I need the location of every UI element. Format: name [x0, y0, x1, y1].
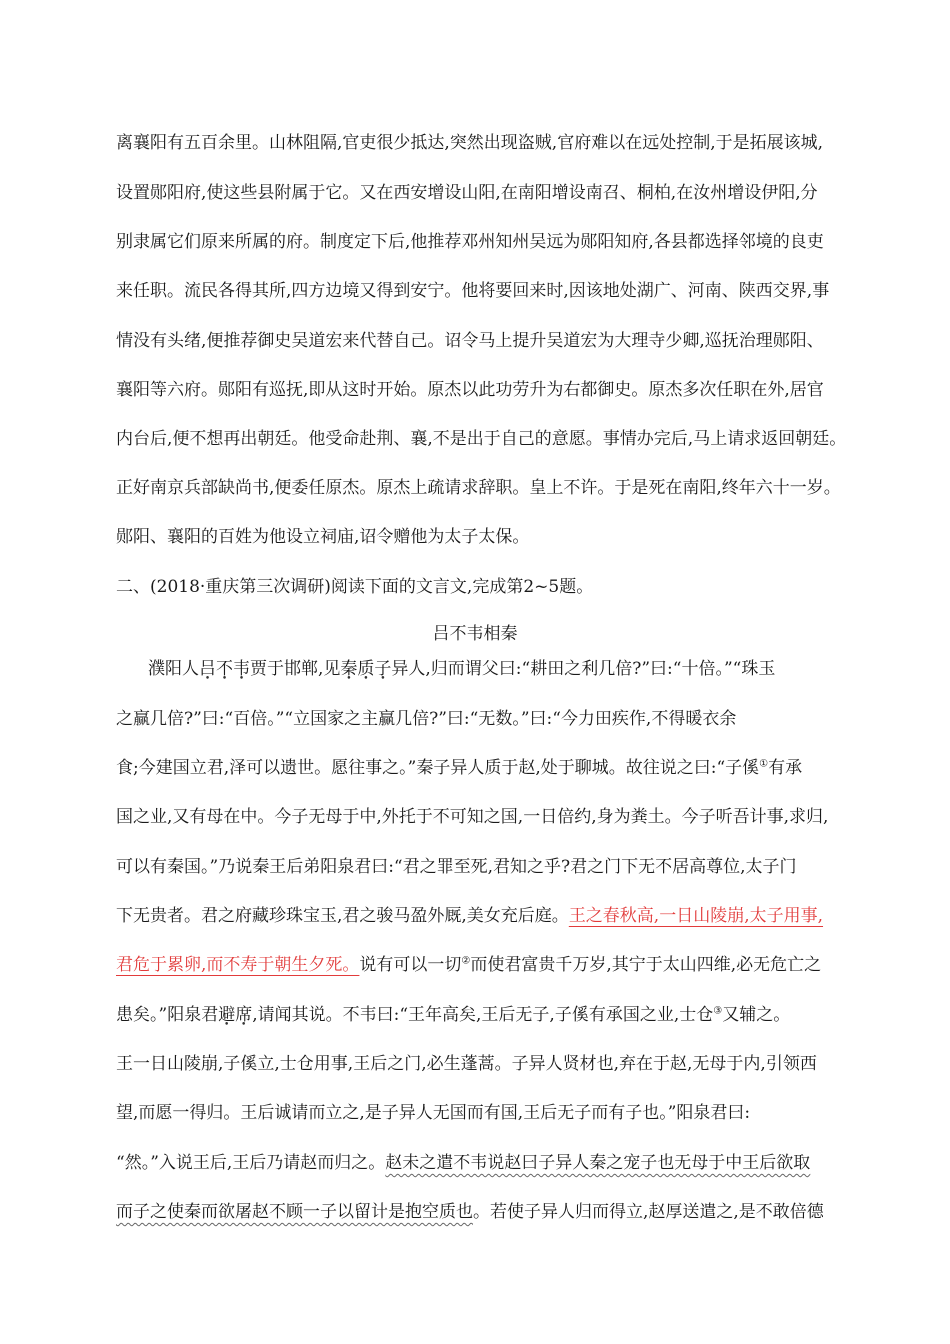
dotted-char: 秦: [340, 659, 358, 679]
text-line: 食;今建国立君,泽可以遗世。愿往事之。”秦子异人质于赵,处于聊城。故往说之曰:“子傒①有承: [116, 758, 803, 778]
passage-line: 设置郧阳府,使这些县附属于它。又在西安增设山阳,在南阳增设南召、桐柏,在汝州增设伊阳,分: [116, 183, 818, 203]
text-line: 王一日山陵崩,子傒立,士仓用事,王后之门,必生蓬蒿。子异人贤材也,弃在于赵,无母于内,引领西: [116, 1054, 817, 1074]
text-line: 下无贵者。君之府藏珍珠宝玉,君之骏马盈外厩,美女充后庭。王之春秋高,一日山陵崩,太子用事,: [116, 906, 824, 926]
dotted-char: 席: [235, 1005, 253, 1025]
passage-line: 内台后,便不想再出朝廷。他受命赴荆、襄,不是出于自己的意愿。事情办完后,马上请求返回朝廷。: [116, 429, 847, 449]
passage-line: 离襄阳有五百余里。山林阻隔,官吏很少抵达,突然出现盗贼,官府难以在远处控制,于是拓展该城,: [116, 133, 824, 153]
dotted-char: 避: [218, 1005, 236, 1025]
passage-title: 吕不韦相秦: [432, 624, 518, 644]
text-line: 国之业,又有母在中。今子无母于中,外托于不可知之国,一日倍约,身为粪土。今子听吾计事,求归,: [116, 807, 829, 827]
text-line: 而子之使秦而欲屠赵不顾一子以留计是抱空质也。若使子异人归而得立,赵厚送遣之,是不敢倍德: [116, 1202, 824, 1222]
text-line: “然。”入说王后,王后乃请赵而归之。赵未之遣不韦说赵曰子异人秦之宠子也无母于中王后欲取: [116, 1153, 811, 1173]
text-line: 可以有秦国。”乃说秦王后弟阳泉君曰:“君之罪至死,君知之乎?君之门下无不居高尊位,太子门: [116, 857, 797, 877]
passage-line: 襄阳等六府。郧阳有巡抚,即从这时开始。原杰以此功劳升为右都御史。原杰多次任职在外,居官: [116, 380, 824, 400]
text-line: 患矣。”阳泉君避席,请闻其说。不韦曰:“王年高矣,王后无子,子傒有承国之业,士仓③又辅之。: [116, 1005, 791, 1025]
wavy-underlined-text: 而子之使秦而欲屠赵不顾一子以留计是抱空质也: [116, 1202, 473, 1222]
footnote-mark: ①: [759, 758, 769, 770]
text-line: 之赢几倍?”曰:“百倍。”“立国家之主赢几倍?”曰:“无数。”曰:“今力田疾作,不得暖衣余: [116, 709, 737, 729]
wavy-underlined-text: 赵未之遣不韦说赵曰子异人秦之宠子也无母于中王后欲取: [385, 1153, 811, 1173]
dotted-char: 子: [374, 659, 392, 679]
section-heading: 二、(2018·重庆第三次调研)阅读下面的文言文,完成第2~5题。: [116, 577, 594, 597]
text-line: 君危于累卵,而不寿于朝生夕死。说有可以一切②而使君富贵千万岁,其宁于太山四维,必无危亡之: [116, 955, 822, 975]
dotted-char: 韦: [233, 659, 250, 679]
dotted-char: 质: [357, 659, 375, 679]
passage-line: 来任职。流民各得其所,四方边境又得到安宁。他将要回来时,因该地处湖广、河南、陕西交界,事: [116, 281, 830, 301]
passage-line: 别隶属它们原来所属的府。制度定下后,他推荐邓州知州吴远为郧阳知府,各县都选择邻境的良吏: [116, 232, 824, 252]
footnote-mark: ②: [461, 955, 471, 967]
highlighted-sentence: 君危于累卵,而不寿于朝生夕死。: [116, 955, 360, 975]
text-line: 濮阳人吕不韦贾于邯郸,见秦质子异人,归而谓父曰:“耕田之利几倍?”曰:“十倍。”“珠玉: [148, 659, 776, 679]
footnote-mark: ③: [713, 1005, 723, 1017]
passage-line: 情没有头绪,便推荐御史吴道宏来代替自己。诏令马上提升吴道宏为大理寺少卿,巡抚治理郧阳、: [116, 331, 824, 351]
dotted-char: 不: [216, 659, 233, 679]
passage-line: 郧阳、襄阳的百姓为他设立祠庙,诏令赠他为太子太保。: [116, 527, 530, 547]
highlighted-sentence: 王之春秋高,一日山陵崩,太子用事,: [568, 906, 824, 926]
text-line: 望,而愿一得归。王后诚请而立之,是子异人无国而有国,王后无子而有子也。”阳泉君曰:: [116, 1103, 751, 1123]
passage-line: 正好南京兵部缺尚书,便委任原杰。原杰上疏请求辞职。皇上不许。于是死在南阳,终年六十一岁。: [116, 478, 841, 498]
dotted-char: 吕: [199, 659, 216, 679]
